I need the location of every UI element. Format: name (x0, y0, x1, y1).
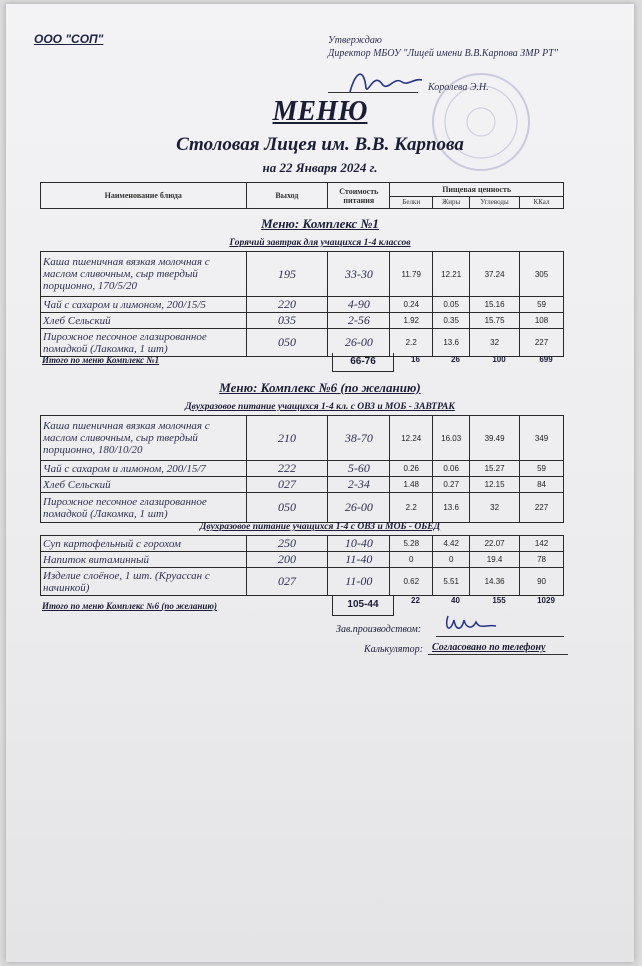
dish-name: Хлеб Сельский (41, 477, 247, 493)
dish-yield: 027 (246, 477, 328, 493)
director-name: Королева Э.Н. (428, 82, 489, 93)
table-row (41, 416, 564, 461)
dish-fats: 16.03 (433, 416, 470, 461)
dish-yield: 210 (246, 416, 328, 461)
dish-fats: 13.6 (433, 493, 470, 523)
complex1-meal-title: Горячий завтрак для учащихся 1-4 классов (229, 238, 411, 248)
dish-cost: 5-60 (328, 461, 390, 477)
dish-fats: 0 (433, 552, 470, 568)
dish-fats: 0.06 (433, 461, 470, 477)
complex6-title: Меню: Комплекс №6 (по желанию) (219, 380, 421, 395)
dish-kcal: 227 (520, 329, 564, 357)
dish-kcal: 59 (520, 297, 564, 313)
calculator-value: Согласовано по телефону (432, 642, 546, 653)
table-row (41, 313, 564, 329)
complex1-total-proteins: 16 (411, 355, 420, 364)
dish-kcal: 90 (520, 568, 564, 596)
header-yield: Выход (246, 183, 328, 209)
header-name: Наименование блюда (41, 183, 247, 209)
table-row (41, 493, 564, 523)
dish-fats: 0.35 (433, 313, 470, 329)
table-row (41, 536, 564, 552)
header-cost: Стоимость питания (328, 183, 390, 209)
header-nutrition: Пищевая ценность (390, 183, 564, 197)
dish-proteins: 2.2 (390, 329, 433, 357)
menu-document (6, 4, 634, 962)
dish-carbs: 15.75 (470, 313, 520, 329)
complex6-lunch-title: Двухразовое питание учащихся 1-4 с ОВЗ и МОБ - ОБЕД (199, 522, 441, 532)
calculator-label: Калькулятор: (364, 644, 423, 655)
table-row (41, 477, 564, 493)
dish-carbs: 37.24 (470, 252, 520, 297)
organization-name: ООО "СОП" (34, 32, 104, 46)
complex6-total-proteins: 22 (411, 596, 420, 605)
complex1-total-cost: 66-76 (332, 353, 394, 372)
complex1-total-kcal: 699 (539, 355, 553, 364)
complex6-breakfast-table (40, 415, 564, 523)
approval-line-2: Директор МБОУ "Лицей имени В.В.Карпова ЗМР РТ" (328, 48, 558, 59)
table-row (41, 252, 564, 297)
dish-proteins: 1.92 (390, 313, 433, 329)
dish-cost: 2-34 (328, 477, 390, 493)
dish-kcal: 108 (520, 313, 564, 329)
complex6-lunch-table (40, 535, 564, 596)
dish-proteins: 0.62 (390, 568, 433, 596)
header-kcal: ККал (520, 197, 564, 209)
dish-fats: 0.27 (433, 477, 470, 493)
dish-yield: 035 (246, 313, 328, 329)
dish-cost: 33-30 (328, 252, 390, 297)
dish-cost: 11-00 (328, 568, 390, 596)
dish-cost: 26-00 (328, 493, 390, 523)
complex1-total-carbs: 100 (492, 355, 506, 364)
dish-carbs: 14.36 (470, 568, 520, 596)
dish-name: Пирожное песочное глазированное помадкой (Лакомка, 1 шт) (41, 493, 247, 523)
dish-kcal: 78 (520, 552, 564, 568)
dish-yield: 195 (246, 252, 328, 297)
dish-cost: 2-56 (328, 313, 390, 329)
dish-fats: 12.21 (433, 252, 470, 297)
dish-carbs: 32 (470, 493, 520, 523)
dish-fats: 5.51 (433, 568, 470, 596)
dish-carbs: 32 (470, 329, 520, 357)
dish-yield: 027 (246, 568, 328, 596)
page-title: МЕНЮ (272, 96, 368, 127)
dish-yield: 220 (246, 297, 328, 313)
complex6-breakfast-title: Двухразовое питание учащихся 1-4 кл. с ОВЗ и МОБ - ЗАВТРАК (185, 402, 455, 412)
dish-proteins: 0 (390, 552, 433, 568)
dish-yield: 050 (246, 493, 328, 523)
menu-date: на 22 Января 2024 г. (262, 160, 378, 175)
dish-cost: 4-90 (328, 297, 390, 313)
dish-cost: 11-40 (328, 552, 390, 568)
dish-name: Изделие слоёное, 1 шт. (Круассан с начинкой) (41, 568, 247, 596)
dish-name: Суп картофельный с горохом (41, 536, 247, 552)
complex1-total-label: Итого по меню Комплекс №1 (42, 355, 160, 365)
header-fats: Жиры (433, 197, 470, 209)
dish-fats: 0.05 (433, 297, 470, 313)
dish-carbs: 19.4 (470, 552, 520, 568)
dish-kcal: 142 (520, 536, 564, 552)
dish-carbs: 12.15 (470, 477, 520, 493)
dish-cost: 38-70 (328, 416, 390, 461)
dish-yield: 200 (246, 552, 328, 568)
complex1-table (40, 251, 564, 357)
dish-proteins: 0.24 (390, 297, 433, 313)
dish-carbs: 15.16 (470, 297, 520, 313)
dish-fats: 4.42 (433, 536, 470, 552)
dish-name: Чай с сахаром и лимоном, 200/15/5 (41, 297, 247, 313)
complex1-title: Меню: Комплекс №1 (261, 216, 379, 231)
dish-proteins: 5.28 (390, 536, 433, 552)
header-proteins: Белки (390, 197, 433, 209)
complex6-total-fats: 40 (451, 596, 460, 605)
dish-cost: 26-00 (328, 329, 390, 357)
dish-proteins: 0.26 (390, 461, 433, 477)
page-subtitle: Столовая Лицея им. В.В. Карпова (176, 134, 464, 155)
table-row (41, 461, 564, 477)
approval-line-1: Утверждаю (328, 35, 382, 46)
approval-block (328, 34, 578, 60)
complex6-total-cost: 105-44 (332, 595, 394, 616)
complex1-total-fats: 26 (451, 355, 460, 364)
dish-carbs: 39.49 (470, 416, 520, 461)
production-label: Зав.производством: (336, 624, 422, 635)
dish-name: Каша пшеничная вязкая молочная с маслом сливочным, сыр твердый порционно, 170/5/20 (41, 252, 247, 297)
dish-proteins: 1.48 (390, 477, 433, 493)
dish-kcal: 305 (520, 252, 564, 297)
dish-proteins: 2.2 (390, 493, 433, 523)
dish-proteins: 12.24 (390, 416, 433, 461)
dish-cost: 10-40 (328, 536, 390, 552)
dish-kcal: 84 (520, 477, 564, 493)
dish-carbs: 15.27 (470, 461, 520, 477)
director-signature (346, 64, 426, 100)
dish-name: Пирожное песочное глазированное помадкой (Лакомка, 1 шт) (41, 329, 247, 357)
table-row (41, 568, 564, 596)
production-signature (442, 608, 502, 638)
dish-fats: 13.6 (433, 329, 470, 357)
complex6-total-carbs: 155 (492, 596, 506, 605)
header-table (40, 182, 564, 209)
dish-kcal: 349 (520, 416, 564, 461)
dish-yield: 250 (246, 536, 328, 552)
header-carbs: Углеводы (470, 197, 520, 209)
dish-proteins: 11.79 (390, 252, 433, 297)
complex6-total-kcal: 1029 (537, 596, 555, 605)
table-row (41, 297, 564, 313)
dish-name: Напиток витаминный (41, 552, 247, 568)
complex6-total-label: Итого по меню Комплекс №6 (по желанию) (42, 601, 217, 611)
dish-name: Каша пшеничная вязкая молочная с маслом сливочным, сыр твердый порционно, 180/10/20 (41, 416, 247, 461)
dish-name: Хлеб Сельский (41, 313, 247, 329)
dish-name: Чай с сахаром и лимоном, 200/15/7 (41, 461, 247, 477)
dish-yield: 050 (246, 329, 328, 357)
table-row (41, 552, 564, 568)
dish-kcal: 227 (520, 493, 564, 523)
dish-carbs: 22.07 (470, 536, 520, 552)
table-row (41, 329, 564, 357)
dish-kcal: 59 (520, 461, 564, 477)
dish-yield: 222 (246, 461, 328, 477)
